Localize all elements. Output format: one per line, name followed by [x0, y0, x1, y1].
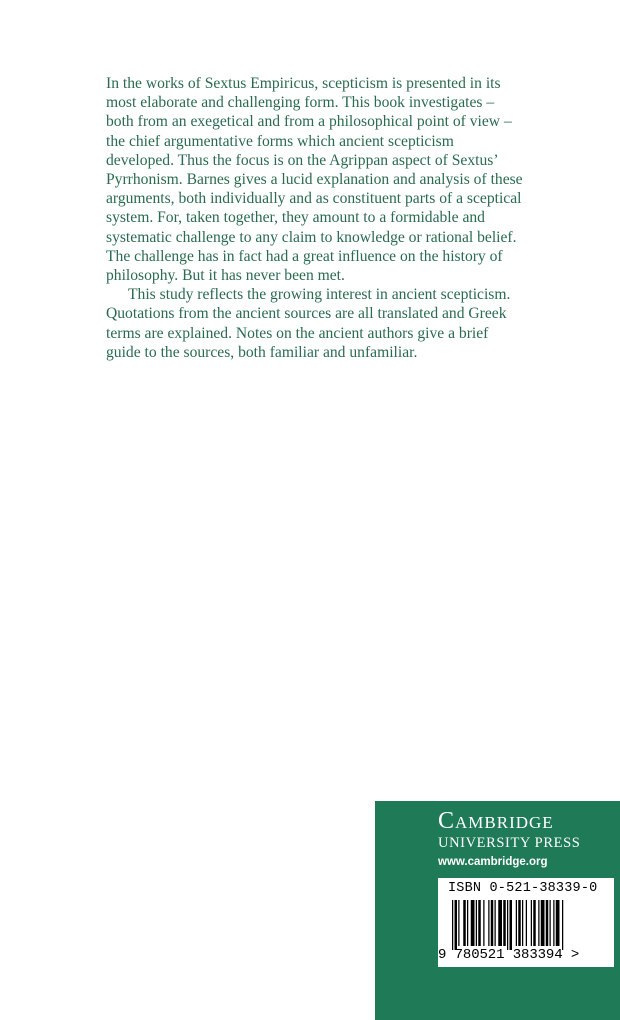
barcode-bar [556, 900, 560, 946]
barcode-bar [495, 900, 496, 946]
isbn-label: ISBN 0-521-38339-0 [448, 881, 598, 896]
barcode-bar [518, 900, 521, 946]
barcode-bar [491, 900, 494, 946]
barcode-bar [471, 900, 475, 946]
barcode-bar [483, 900, 484, 946]
barcode-bar [526, 900, 527, 946]
barcode-bar [488, 900, 489, 946]
barcode-bar [463, 900, 466, 946]
barcode-bar [541, 900, 545, 946]
barcode-bar [458, 900, 459, 946]
barcode-bar [562, 900, 563, 950]
barcode-bar [510, 900, 513, 950]
barcode-bar [531, 900, 532, 946]
barcode-bar [476, 900, 477, 946]
barcode-bar [467, 900, 468, 946]
barcode-bar [550, 900, 551, 946]
barcode-bar [455, 900, 458, 950]
barcode-bar [522, 900, 523, 946]
barcode-bar [503, 900, 506, 946]
barcode-bar [507, 900, 508, 950]
barcode-bar [452, 900, 453, 950]
barcode [438, 878, 614, 967]
publisher-url[interactable]: www.cambridge.org [438, 856, 548, 868]
barcode-bar [538, 900, 539, 946]
blurb-paragraph-2: This study reflects the growing interest in ancient scepticism. Quotations from the ancient sources are all translated and Greek terms are explained. Notes on the ancient authors give a brief guide to the sources, both familiar and unfamiliar. [106, 286, 511, 361]
barcode-bar [553, 900, 554, 946]
barcode-bar [533, 900, 536, 946]
barcode-bar [516, 900, 517, 946]
barcode-bar [546, 900, 549, 946]
publisher-subtitle: UNIVERSITY PRESS [438, 835, 581, 851]
publisher-name: Cambridge [438, 808, 554, 834]
barcode-bar [498, 900, 502, 946]
barcode-bar [478, 900, 481, 946]
barcode-digits: 9 780521 383394 > [438, 947, 580, 963]
publisher-panel [375, 801, 620, 1020]
blurb-paragraph-1: In the works of Sextus Empiricus, scepticism is presented in its most elaborate and challenging form. This book investigates – both from an exegetical and from a philosophical point of view – the chief argumentative forms which ancient scepticism developed. Thus the focus is on the Agrippan aspect of Sextus’ Pyrrhonism. Barnes gives a lucid explanation and analysis of these arguments, both individually and as constituent parts of a sceptical system. For, taken together, they amount to a formidable and systematic challenge to any claim to knowledge or rational belief. The challenge has in fact had a great influence on the history of philosophy. But it has never been met. [106, 75, 523, 285]
back-cover-blurb [106, 74, 524, 362]
